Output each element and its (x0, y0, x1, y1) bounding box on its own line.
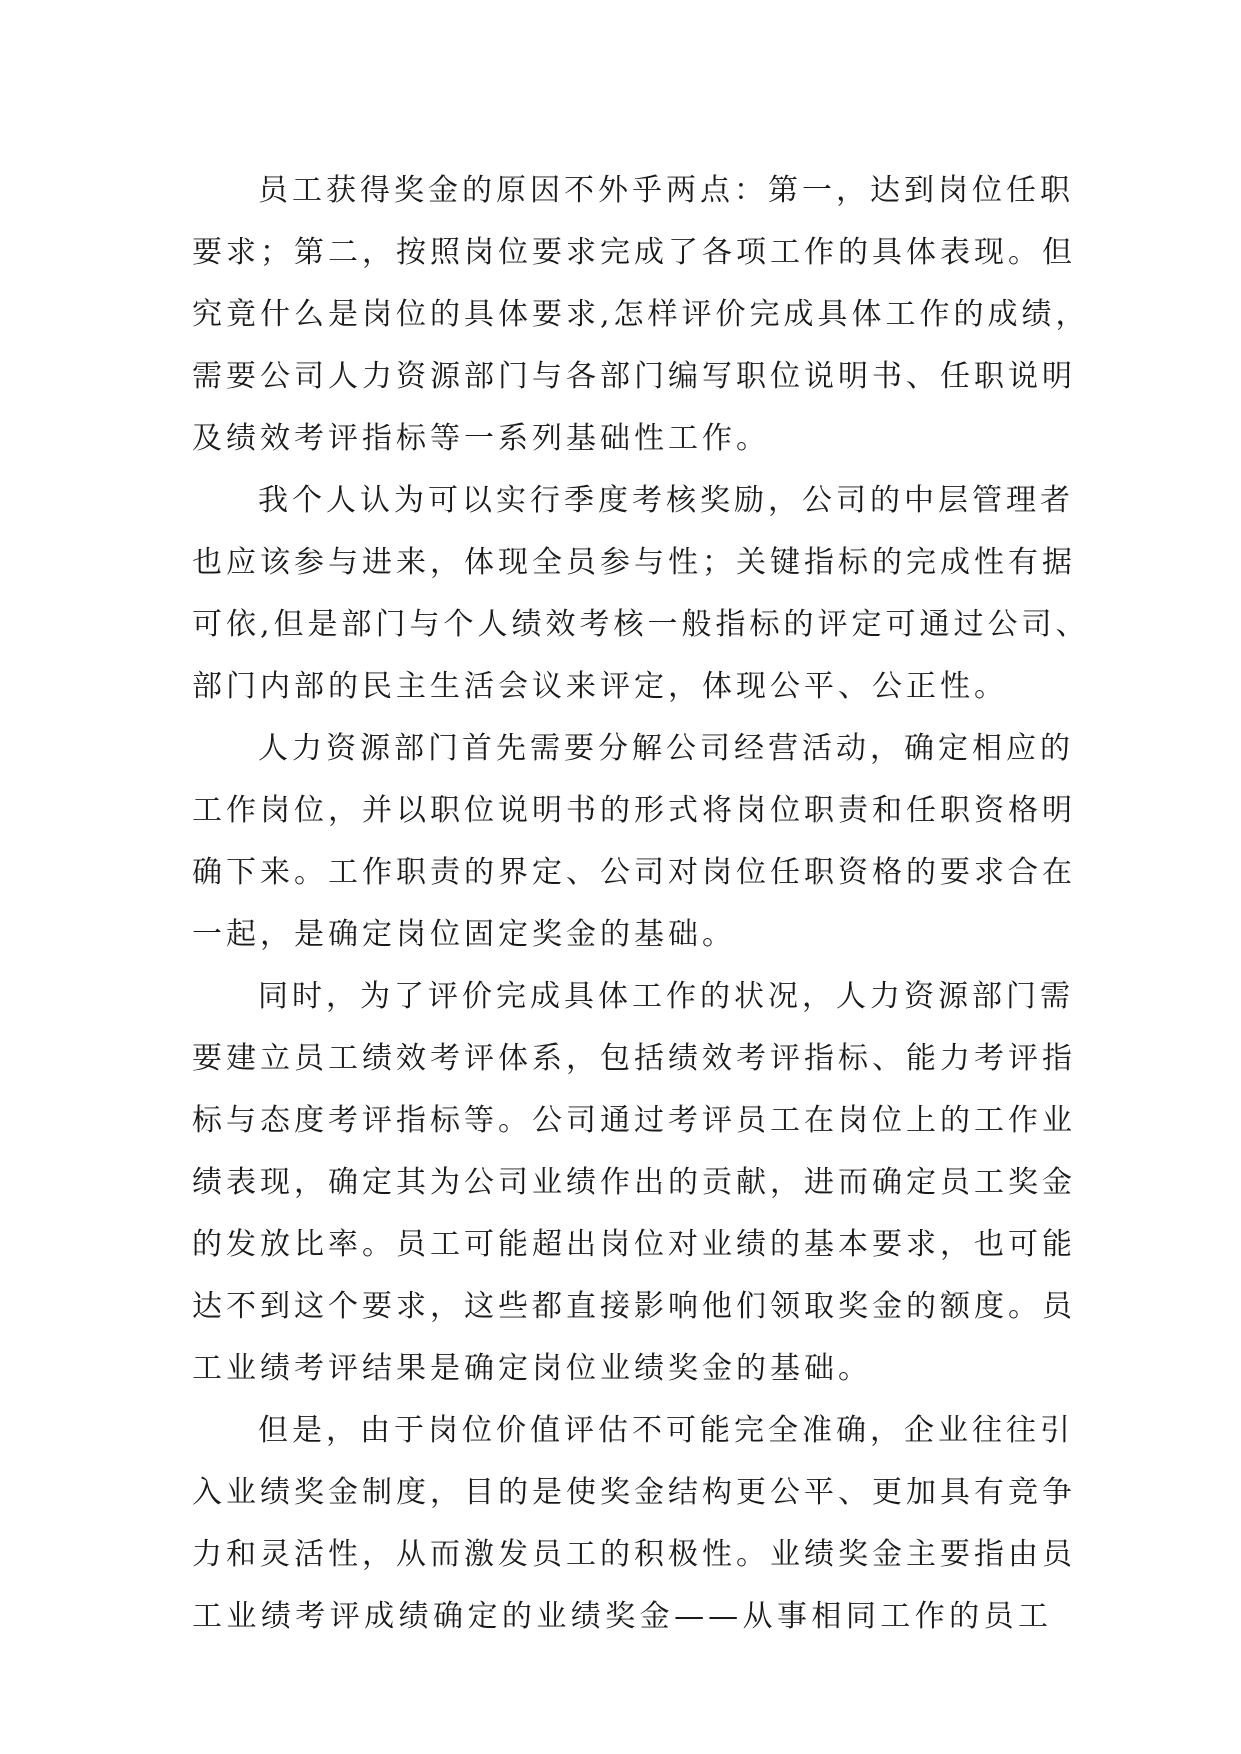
paragraph-line: 需要公司人力资源部门与各部门编写职位说明书、任职说明 (192, 359, 1076, 394)
paragraph-line: 入业绩奖金制度，目的是使奖金结构更公平、更加具有竞争 (192, 1475, 1076, 1510)
paragraph-line: 要求；第二，按照岗位要求完成了各项工作的具体表现。但 (192, 235, 1076, 270)
paragraph-3 (192, 718, 1076, 966)
paragraph-4 (192, 966, 1076, 1400)
paragraph-line: 的发放比率。员工可能超出岗位对业绩的基本要求，也可能 (192, 1227, 1076, 1262)
paragraph-line: 一起，是确定岗位固定奖金的基础。 (192, 917, 736, 952)
paragraph-line: 达不到这个要求，这些都直接影响他们领取奖金的额度。员 (192, 1289, 1076, 1324)
paragraph-line: 及绩效考评指标等一系列基础性工作。 (192, 421, 770, 456)
paragraph-line: 确下来。工作职责的界定、公司对岗位任职资格的要求合在 (192, 855, 1076, 890)
paragraph-line: 工作岗位，并以职位说明书的形式将岗位职责和任职资格明 (192, 793, 1076, 828)
document-body (192, 160, 1090, 1648)
paragraph-line: 也应该参与进来，体现全员参与性；关键指标的完成性有据 (192, 545, 1076, 580)
paragraph-line: 标与态度考评指标等。公司通过考评员工在岗位上的工作业 (192, 1103, 1076, 1138)
paragraph-line: 绩表现，确定其为公司业绩作出的贡献，进而确定员工奖金 (192, 1165, 1076, 1200)
paragraph-5 (192, 1400, 1076, 1648)
paragraph-line: 员工获得奖金的原因不外乎两点：第一，达到岗位任职 (258, 173, 1074, 208)
paragraph-line: 但是，由于岗位价值评估不可能完全准确，企业往往引 (258, 1413, 1074, 1448)
paragraph-line: 同时，为了评价完成具体工作的状况，人力资源部门需 (258, 979, 1074, 1014)
paragraph-line: 工业绩考评成绩确定的业绩奖金——从事相同工作的员工 (192, 1599, 1052, 1634)
paragraph-line: 工业绩考评结果是确定岗位业绩奖金的基础。 (192, 1351, 872, 1386)
paragraph-line: 部门内部的民主生活会议来评定，体现公平、公正性。 (192, 669, 1008, 704)
paragraph-line: 人力资源部门首先需要分解公司经营活动，确定相应的 (258, 731, 1074, 766)
paragraph-2 (192, 470, 1090, 718)
paragraph-line: 力和灵活性，从而激发员工的积极性。业绩奖金主要指由员 (192, 1537, 1076, 1572)
paragraph-line: 要建立员工绩效考评体系，包括绩效考评指标、能力考评指 (192, 1041, 1076, 1076)
paragraph-line: 我个人认为可以实行季度考核奖励，公司的中层管理者 (258, 483, 1074, 518)
paragraph-line: 可依,但是部门与个人绩效考核一般指标的评定可通过公司、 (192, 607, 1090, 642)
paragraph-1 (192, 160, 1090, 470)
paragraph-line: 究竟什么是岗位的具体要求,怎样评价完成具体工作的成绩， (192, 297, 1090, 332)
